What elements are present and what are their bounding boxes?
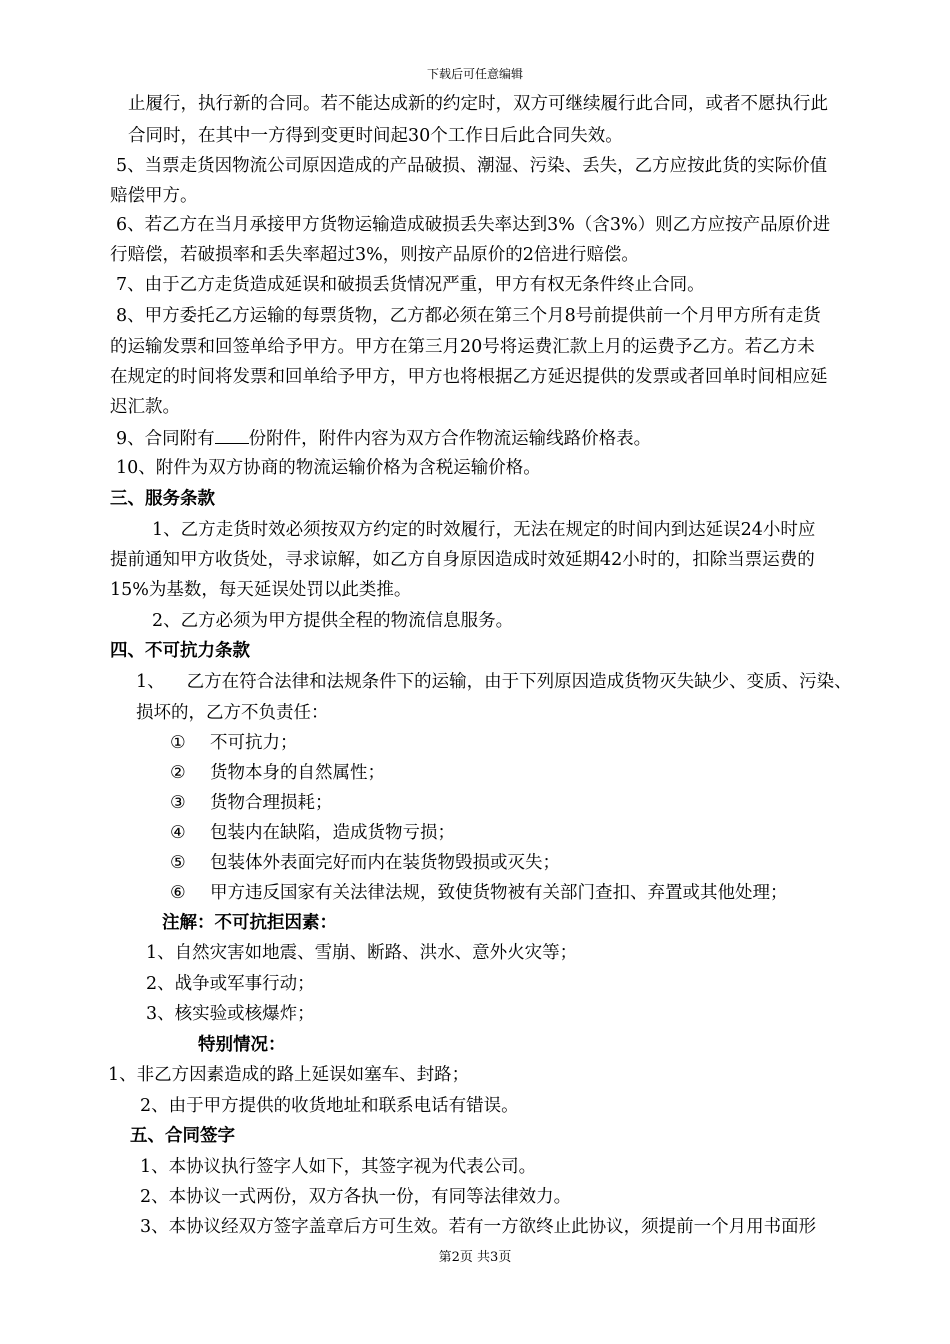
paragraph-line: 提前通知甲方收货处，寻求谅解，如乙方自身原因造成时效延期42小时的，扣除当票运费的 — [110, 550, 815, 570]
list-item — [170, 731, 298, 755]
attachment-suffix: 份附件，附件内容为双方合作物流运输线路价格表。 — [248, 429, 652, 449]
list-item-text: 包装体外表面完好而内在装货物毁损或灭失； — [210, 853, 560, 873]
list-item — [170, 791, 333, 815]
numbered-item — [136, 670, 852, 694]
list-item — [170, 851, 560, 875]
list-item-text: 货物合理损耗； — [210, 793, 333, 813]
paragraph-line: 10、附件为双方协商的物流运输价格为含税运输价格。 — [116, 458, 541, 478]
paragraph-line: 7、由于乙方走货造成延误和破损丢货情况严重，甲方有权无条件终止合同。 — [116, 275, 705, 295]
circled-number: ③ — [170, 793, 186, 813]
circled-number: ② — [170, 763, 186, 783]
note-heading: 注解：不可抗拒因素： — [162, 913, 337, 933]
paragraph-line: 2、由于甲方提供的收货地址和联系电话有错误。 — [140, 1096, 519, 1116]
circled-number: ⑥ — [170, 883, 186, 903]
paragraph-line: 的运输发票和回签单给予甲方。甲方在第三月20号将运费汇款上月的运费予乙方。若乙方未 — [110, 337, 815, 357]
paragraph-line: 1、本协议执行签字人如下，其签字视为代表公司。 — [140, 1157, 537, 1177]
section-heading: 四、不可抗力条款 — [110, 641, 250, 661]
list-item-text: 货物本身的自然属性； — [210, 763, 385, 783]
list-item — [170, 761, 385, 785]
paragraph-line: 6、若乙方在当月承接甲方货物运输造成破损丢失率达到3%（含3%）则乙方应按产品原价进 — [116, 215, 831, 235]
paragraph-line: 行赔偿，若破损率和丢失率超过3%，则按产品原价的2倍进行赔偿。 — [110, 245, 639, 265]
attachment-line — [116, 426, 651, 451]
list-item — [170, 821, 455, 845]
paragraph-line: 3、核实验或核爆炸； — [146, 1004, 315, 1024]
attachment-count-blank — [215, 426, 249, 444]
paragraph-line: 15%为基数，每天延误处罚以此类推。 — [110, 580, 412, 600]
list-item-text: 包装内在缺陷，造成货物亏损； — [210, 823, 455, 843]
paragraph-line: 2、乙方必须为甲方提供全程的物流信息服务。 — [152, 611, 514, 631]
paragraph-line: 迟汇款。 — [110, 397, 180, 417]
paragraph-line: 5、当票走货因物流公司原因造成的产品破损、潮湿、污染、丢失，乙方应按此货的实际价值 — [116, 156, 828, 176]
page-header: 下载后可任意编辑 — [426, 67, 523, 81]
paragraph-line: 3、本协议经双方签字盖章后方可生效。若有一方欲终止此协议，须提前一个月用书面形 — [140, 1217, 817, 1237]
circled-number: ④ — [170, 823, 186, 843]
attachment-prefix: 9、合同附有 — [116, 429, 215, 449]
paragraph-line: 2、战争或军事行动； — [146, 974, 315, 994]
circled-number: ① — [170, 733, 186, 753]
section-heading: 三、服务条款 — [110, 489, 215, 509]
paragraph-line: 赔偿甲方。 — [110, 186, 198, 206]
paragraph-line: 在规定的时间将发票和回单给予甲方，甲方也将根据乙方延迟提供的发票或者回单时间相应延 — [110, 367, 828, 387]
paragraph-line: 1、非乙方因素造成的路上延误如塞车、封路； — [108, 1065, 470, 1085]
paragraph-line: 1、自然灾害如地震、雪崩、断路、洪水、意外火灾等； — [146, 943, 578, 963]
list-item-text: 甲方违反国家有关法律法规，致使货物被有关部门查扣、弃置或其他处理； — [210, 883, 788, 903]
paragraph-line: 8、甲方委托乙方运输的每票货物，乙方都必须在第三个月8号前提供前一个月甲方所有走货 — [116, 306, 821, 326]
list-item — [170, 881, 788, 905]
circled-number: ⑤ — [170, 853, 186, 873]
paragraph-line: 止履行，执行新的合同。若不能达成新的约定时，双方可继续履行此合同，或者不愿执行此 — [128, 94, 828, 114]
list-item-text: 不可抗力； — [210, 733, 298, 753]
paragraph-line: 1、乙方走货时效必须按双方约定的时效履行，无法在规定的时间内到达延误24小时应 — [152, 520, 816, 540]
section-heading: 五、合同签字 — [130, 1126, 235, 1146]
page-footer: 第2页 共3页 — [438, 1250, 512, 1265]
paragraph-line: 合同时，在其中一方得到变更时间起30个工作日后此合同失效。 — [128, 126, 623, 146]
item-number: 1、 — [136, 672, 165, 692]
paragraph-line: 2、本协议一式两份，双方各执一份，有同等法律效力。 — [140, 1187, 572, 1207]
paragraph-line: 损坏的，乙方不负责任： — [136, 703, 329, 723]
item-text: 乙方在符合法律和法规条件下的运输，由于下列原因造成货物灭失缺少、变质、污染、 — [186, 672, 852, 692]
note-heading: 特别情况： — [198, 1035, 286, 1055]
